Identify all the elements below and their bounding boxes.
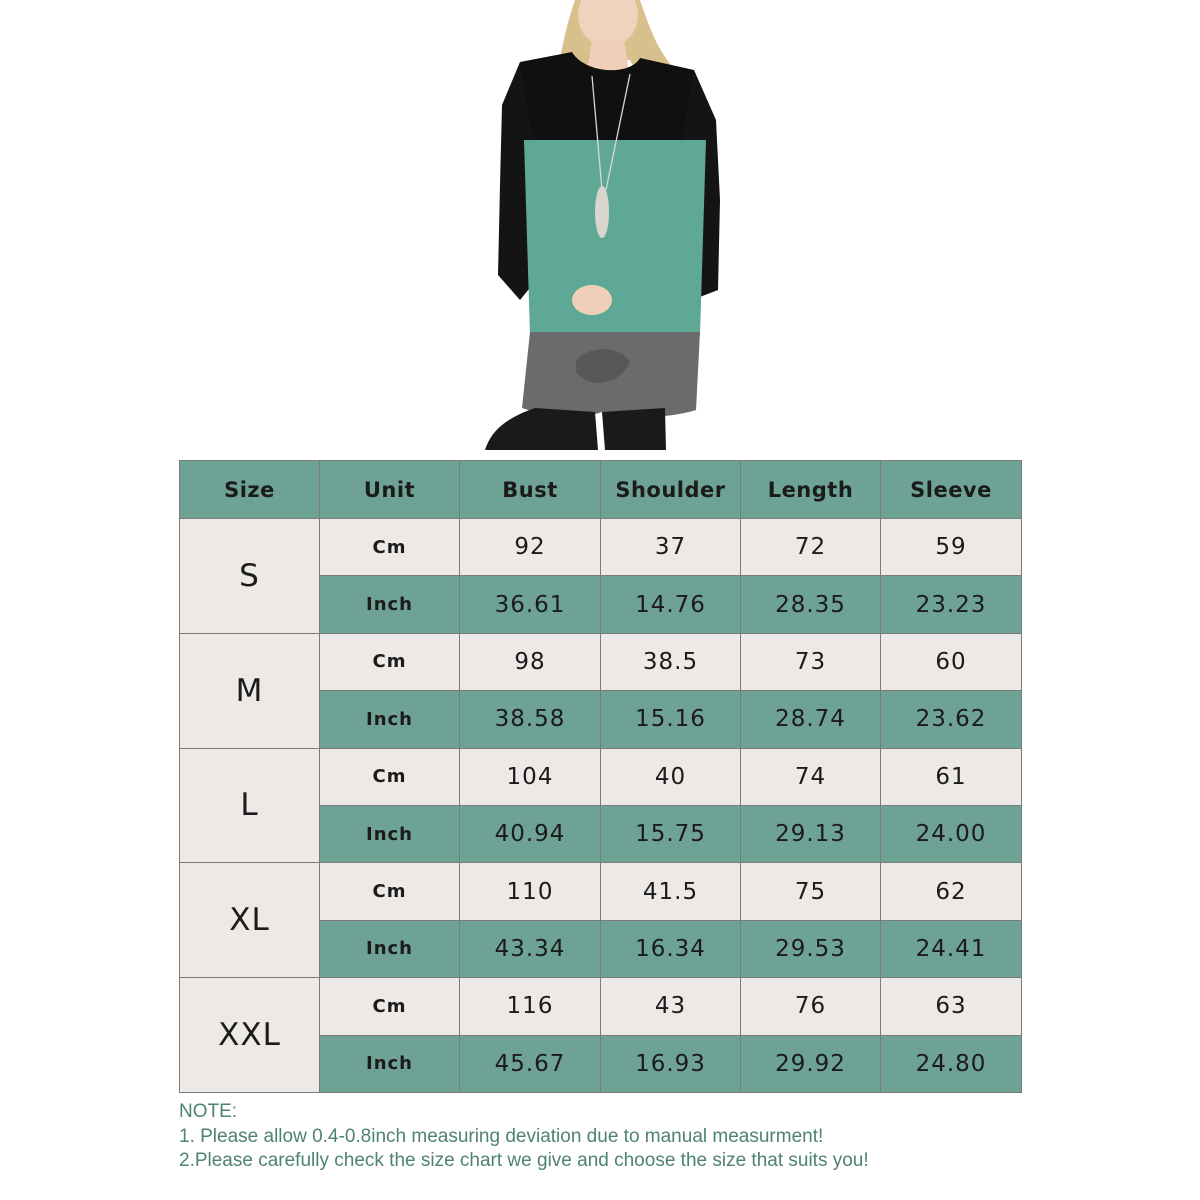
table-cell: 15.75 <box>601 805 741 862</box>
header-shoulder: Shoulder <box>601 461 741 519</box>
table-cell: 24.41 <box>881 920 1022 977</box>
header-bust: Bust <box>460 461 601 519</box>
unit-label: Cm <box>320 978 460 1035</box>
unit-label: Cm <box>320 519 460 576</box>
table-cell: 14.76 <box>601 576 741 633</box>
table-cell: 74 <box>741 748 881 805</box>
table-cell: 23.23 <box>881 576 1022 633</box>
size-label: XXL <box>180 978 320 1093</box>
table-row <box>180 633 1022 690</box>
shirt-green-panel <box>524 140 706 335</box>
table-cell: 16.34 <box>601 920 741 977</box>
table-cell: 76 <box>741 978 881 1035</box>
size-notes <box>179 1100 1079 1174</box>
table-cell: 75 <box>741 863 881 920</box>
table-row <box>180 978 1022 1035</box>
header-length: Length <box>741 461 881 519</box>
table-header-row <box>180 461 1022 519</box>
table-cell: 59 <box>881 519 1022 576</box>
table-cell: 40.94 <box>460 805 601 862</box>
table-cell: 92 <box>460 519 601 576</box>
table-cell: 43 <box>601 978 741 1035</box>
note-line-1: 1. Please allow 0.4-0.8inch measuring deviation due to manual measurment! <box>179 1125 824 1147</box>
table-cell: 43.34 <box>460 920 601 977</box>
legs-shape <box>485 408 666 450</box>
table-cell: 38.58 <box>460 691 601 748</box>
header-sleeve: Sleeve <box>881 461 1022 519</box>
necklace-pendant <box>595 186 609 238</box>
note-line-2: 2.Please carefully check the size chart we give and choose the size that suits you! <box>179 1150 869 1171</box>
table-cell: 110 <box>460 863 601 920</box>
unit-label: Inch <box>320 920 460 977</box>
table-cell: 62 <box>881 863 1022 920</box>
unit-label: Inch <box>320 1035 460 1092</box>
table-cell: 16.93 <box>601 1035 741 1092</box>
table-cell: 104 <box>460 748 601 805</box>
table-cell: 38.5 <box>601 633 741 690</box>
table-cell: 36.61 <box>460 576 601 633</box>
unit-label: Inch <box>320 576 460 633</box>
unit-label: Cm <box>320 633 460 690</box>
table-cell: 98 <box>460 633 601 690</box>
table-cell: 23.62 <box>881 691 1022 748</box>
size-label: S <box>180 519 320 634</box>
table-cell: 40 <box>601 748 741 805</box>
table-cell: 29.13 <box>741 805 881 862</box>
size-label: XL <box>180 863 320 978</box>
note-title: NOTE: <box>179 1101 238 1122</box>
hand-shape <box>572 285 612 315</box>
size-label: L <box>180 748 320 863</box>
product-photo <box>480 0 730 450</box>
table-row <box>180 519 1022 576</box>
header-size: Size <box>180 461 320 519</box>
table-cell: 29.92 <box>741 1035 881 1092</box>
table-cell: 72 <box>741 519 881 576</box>
header-unit: Unit <box>320 461 460 519</box>
table-cell: 28.74 <box>741 691 881 748</box>
table-cell: 61 <box>881 748 1022 805</box>
table-cell: 45.67 <box>460 1035 601 1092</box>
unit-label: Cm <box>320 748 460 805</box>
unit-label: Cm <box>320 863 460 920</box>
table-cell: 63 <box>881 978 1022 1035</box>
table-cell: 28.35 <box>741 576 881 633</box>
table-cell: 24.80 <box>881 1035 1022 1092</box>
table-cell: 60 <box>881 633 1022 690</box>
unit-label: Inch <box>320 691 460 748</box>
size-label: M <box>180 633 320 748</box>
table-cell: 15.16 <box>601 691 741 748</box>
table-cell: 116 <box>460 978 601 1035</box>
table-cell: 29.53 <box>741 920 881 977</box>
unit-label: Inch <box>320 805 460 862</box>
table-row <box>180 748 1022 805</box>
table-cell: 41.5 <box>601 863 741 920</box>
table-cell: 73 <box>741 633 881 690</box>
table-cell: 37 <box>601 519 741 576</box>
table-cell: 24.00 <box>881 805 1022 862</box>
table-row <box>180 863 1022 920</box>
size-chart-table <box>179 460 1022 1093</box>
